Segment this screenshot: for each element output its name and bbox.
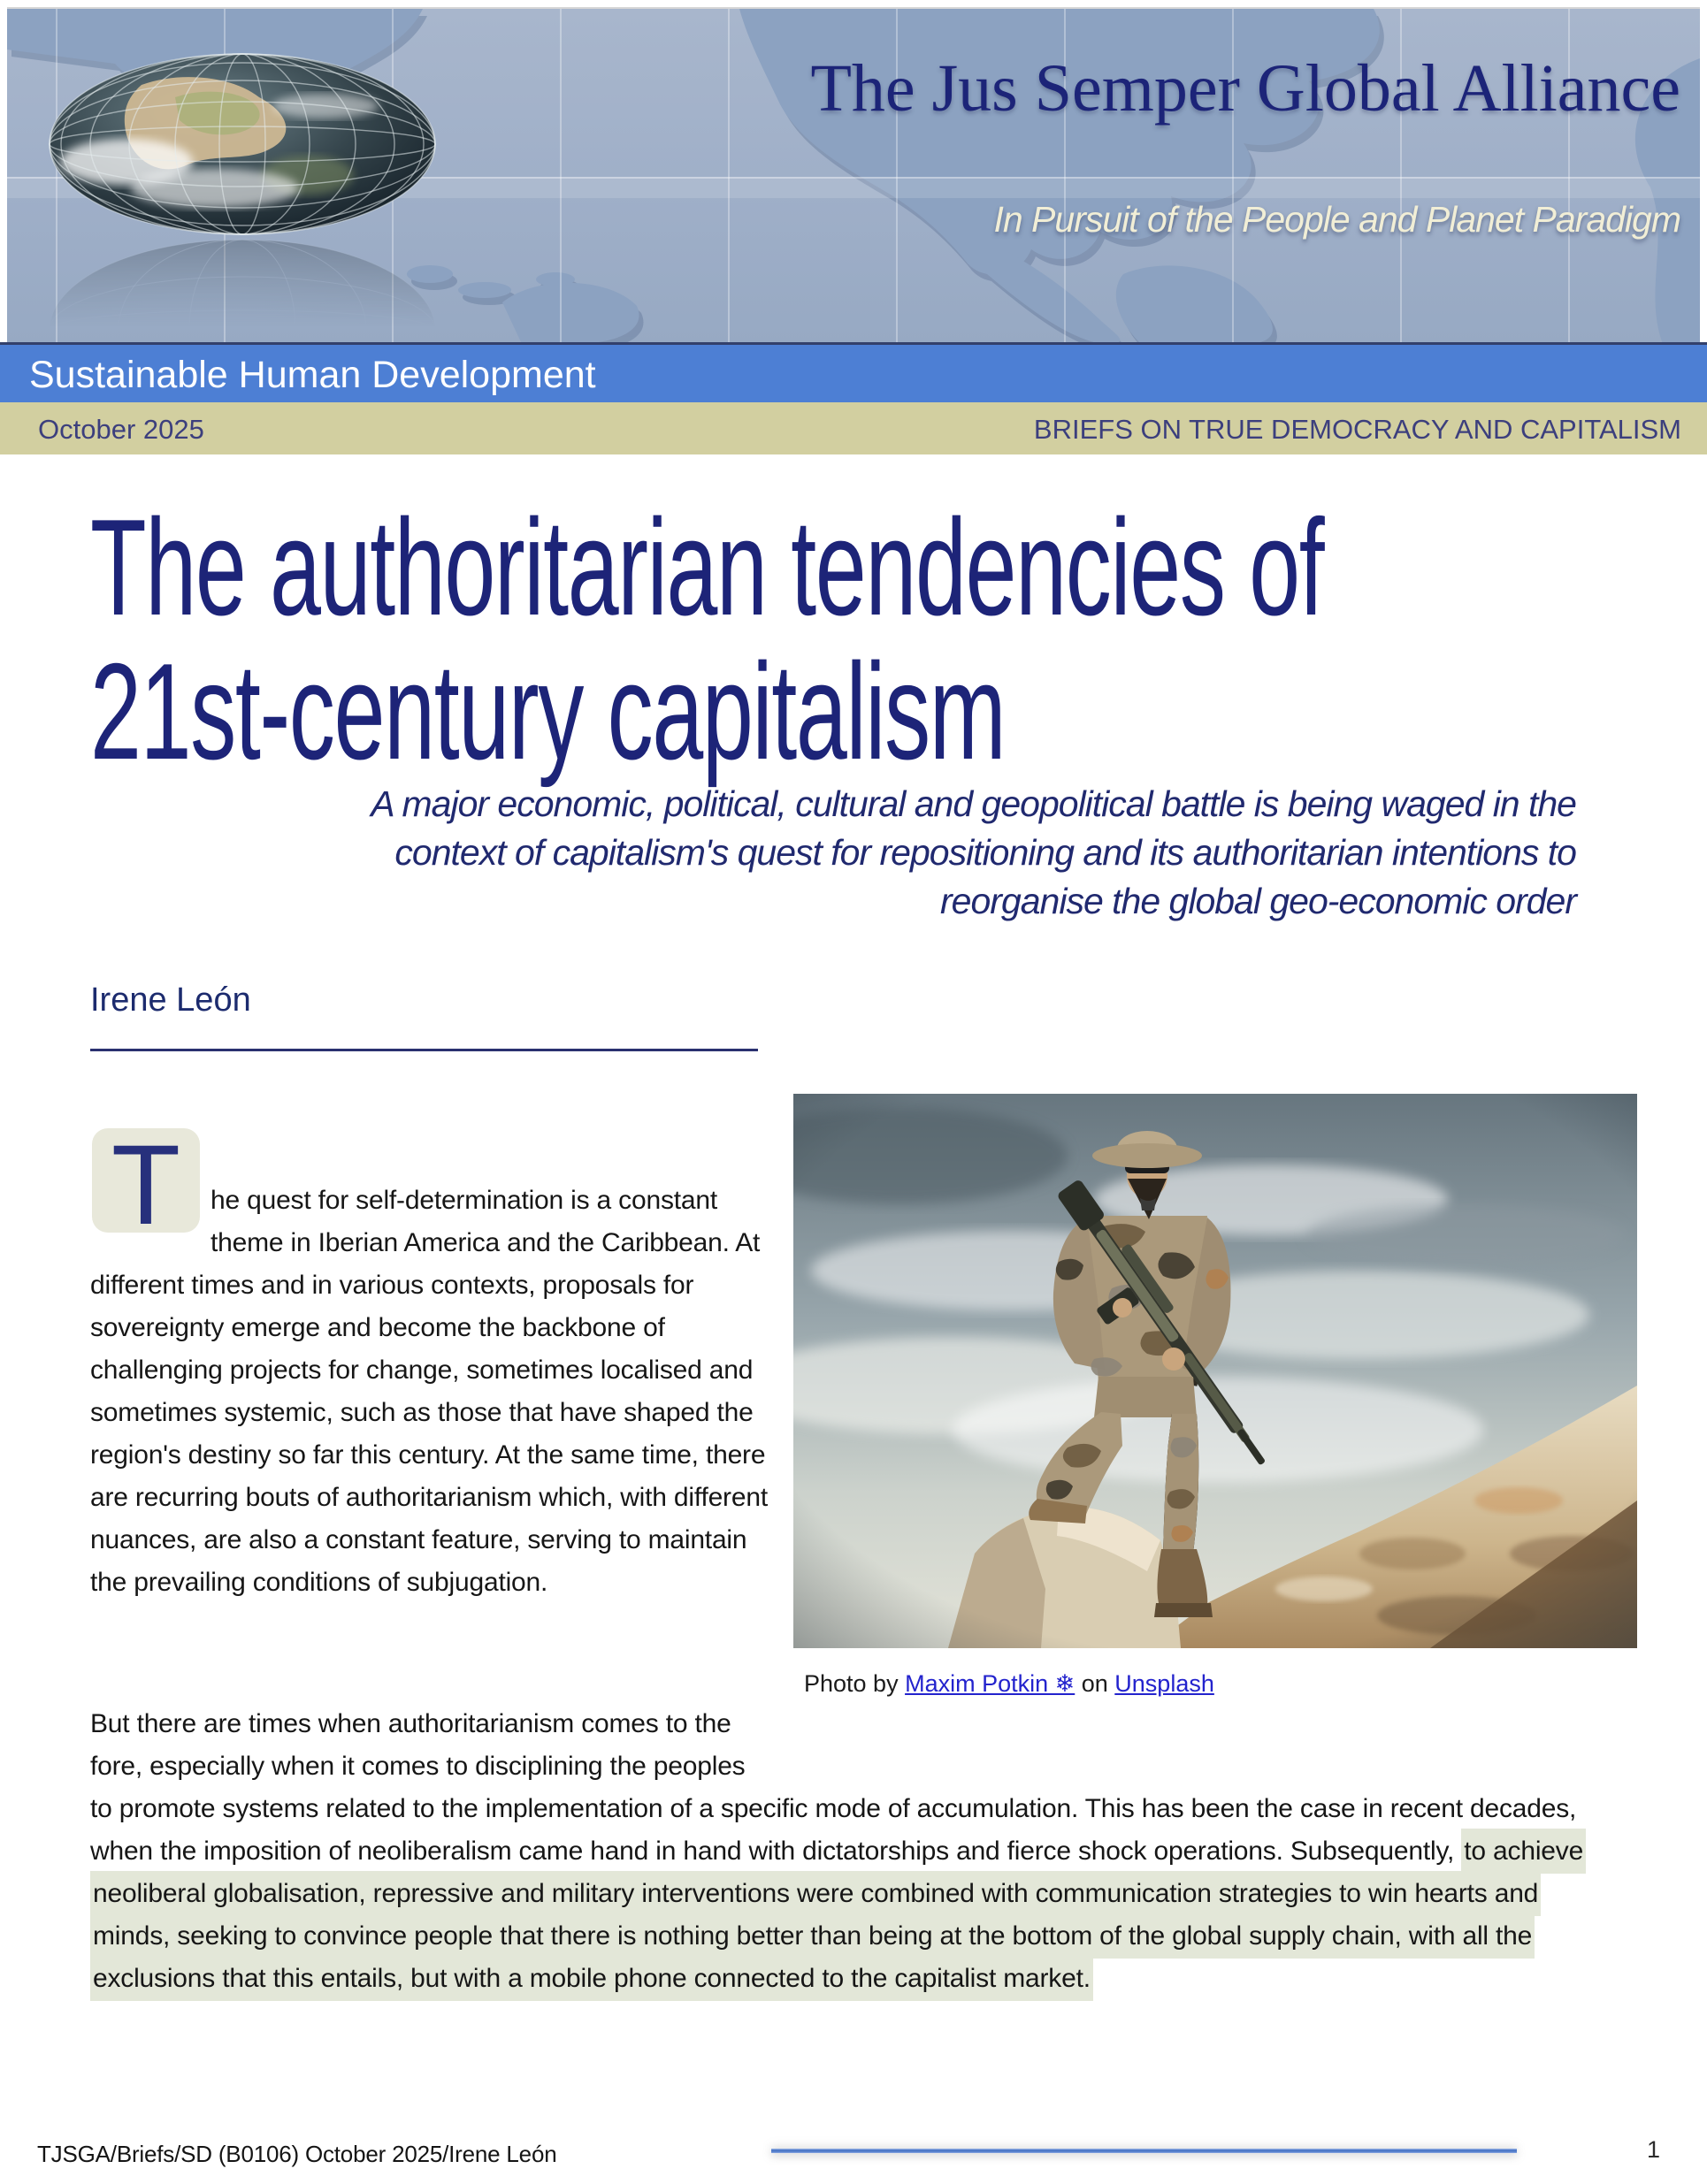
- subtitle-line3: reorganise the global geo-economic order: [940, 881, 1576, 921]
- subtitle-line1: A major economic, political, cultural and geopolitical battle is being waged in the: [371, 783, 1576, 824]
- soldier-photo-illustration: [793, 1094, 1637, 1648]
- org-title: The Jus Semper Global Alliance: [810, 51, 1680, 126]
- photo-wrap-spacer: [771, 1703, 1613, 1786]
- footer-divider-line: [771, 2149, 1517, 2153]
- dropcap-spacer: [90, 1180, 211, 1263]
- issue-date: October 2025: [38, 414, 204, 445]
- program-band: [0, 342, 1707, 402]
- paragraph-1-text: he quest for self-determination is a constant theme in Iberian America and the Caribbean. At different times and in various contexts, proposals for sovereignty emerge and become the backbone of challenging projects for change, sometimes localised and sometimes systemic, such as those that have shaped the region's destiny so far this century. At the same time, there are recurring bouts of authoritarianism which, with different nuances, are also a constant feature, serving to maintain the prevailing conditions of subjugation.: [90, 1186, 768, 1597]
- subtitle-line2: context of capitalism's quest for repositioning and its authoritarian intentions to: [394, 832, 1576, 873]
- photo-credit-link[interactable]: Maxim Potkin ❄: [905, 1670, 1075, 1697]
- issue-band: [0, 402, 1707, 454]
- header-banner: [7, 7, 1700, 344]
- author-divider-rule: [90, 1049, 758, 1051]
- article-subtitle: [115, 780, 1576, 926]
- globe-logo-icon: [42, 51, 442, 343]
- paragraph-1: [90, 1180, 773, 1604]
- article-title-line2: 21st-century capitalism: [90, 635, 1006, 788]
- photo-caption-middle: on: [1075, 1670, 1115, 1697]
- page-number: 1: [1647, 2136, 1661, 2163]
- photo-caption-prefix: Photo by: [804, 1670, 906, 1697]
- paragraph-2-text: But there are times when authoritarianism comes to the fore, especially when it comes to disciplining the peoples to promote systems related to the implementation of a specific mode of accumulation. This has been the case in recent decades, when the imposition of neoliberalism came hand in hand with dictatorships and fierce shock operations. Subsequently,: [90, 1709, 1577, 1866]
- article-title: [90, 491, 1324, 788]
- org-tagline: In Pursuit of the People and Planet Paradigm: [993, 199, 1680, 240]
- highlighted-passage: to achieve neoliberal globalisation, repressive and military interventions were combined with communication strategies to win hearts and minds, seeking to convince people that there is nothing better than being at the bottom of the global supply chain, with all the exclusions that this entails, but with a mobile phone connected to the capitalist market.: [90, 1829, 1586, 2001]
- series-title: BRIEFS ON TRUE DEMOCRACY AND CAPITALISM: [1033, 414, 1681, 445]
- program-band-label: Sustainable Human Development: [29, 354, 596, 396]
- footer-document-id: TJSGA/Briefs/SD (B0106) October 2025/Irene León: [37, 2141, 557, 2167]
- dropcap-letter: T: [92, 1128, 200, 1233]
- article-title-line1: The authoritarian tendencies of: [90, 491, 1324, 644]
- paragraph-2: [90, 1703, 1613, 2000]
- author-name: Irene León: [90, 981, 251, 1019]
- photo-caption: [804, 1670, 1214, 1698]
- photo-source-link[interactable]: Unsplash: [1114, 1670, 1214, 1697]
- article-photo: [793, 1094, 1637, 1648]
